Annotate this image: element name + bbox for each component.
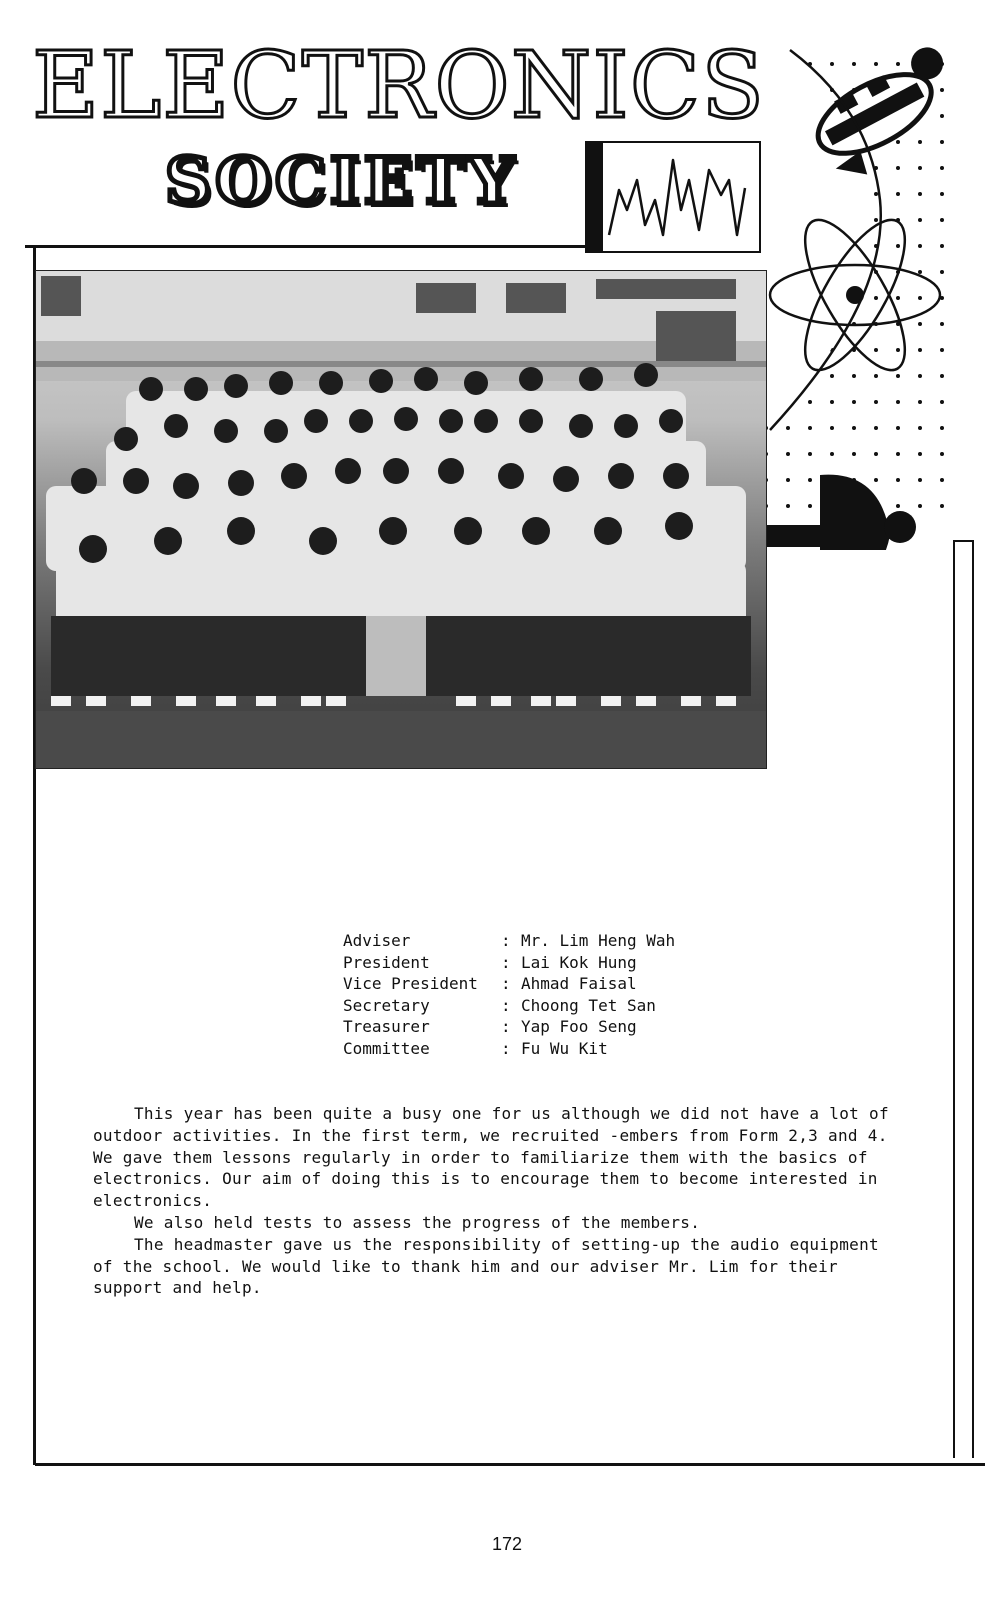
officer-name: Mr. Lim Heng Wah — [521, 931, 676, 950]
page-number: 172 — [491, 1534, 523, 1554]
frame-bottom-line — [35, 1463, 985, 1466]
oscilloscope-icon — [585, 140, 765, 255]
officer-role: Adviser — [343, 931, 411, 950]
atom-decoration-icon — [760, 30, 1000, 550]
frame-right-cap — [953, 540, 974, 542]
officer-separator: : — [501, 952, 511, 972]
officer-name: Choong Tet San — [521, 995, 656, 1015]
paragraph: The headmaster gave us the responsibility of setting-up the audio equipment of the school. We would like to thank him and our adviser Mr. Lim for their support and help. — [93, 1234, 879, 1298]
frame-right-line — [953, 540, 955, 1458]
officer-role: President — [343, 952, 430, 972]
paragraph: This year has been quite a busy one for us although we did not have a lot of outdoor activities. In the first term, we recruited -embers from Form 2,3 and 4. We gave them lessons regularly in order to familiarize them with the basics of electronics. Our aim of doing this is to encourage them to become interested in electronics. — [93, 1104, 889, 1211]
officer-name: Lai Kok Hung — [521, 952, 637, 972]
officer-separator: : — [501, 1017, 511, 1036]
officer-row-secretary — [343, 995, 675, 1017]
page-title: ELECTRONICS — [32, 32, 766, 139]
officer-row-committee — [343, 1038, 675, 1060]
officer-separator: : — [501, 974, 511, 993]
officer-separator: : — [501, 931, 511, 950]
officer-role: Committee — [343, 1038, 430, 1058]
officer-separator: : — [501, 995, 511, 1015]
report-body — [93, 1103, 908, 1299]
officer-separator: : — [501, 1038, 511, 1058]
officers-list — [343, 930, 675, 1059]
page-subtitle: SOCIETY — [165, 144, 518, 219]
frame-right-line-outer — [972, 540, 974, 1458]
officer-name: Fu Wu Kit — [521, 1038, 608, 1058]
officer-role: Secretary — [343, 995, 430, 1015]
officer-role: Treasurer — [343, 1017, 430, 1036]
officer-row-president — [343, 952, 675, 974]
frame-top-line — [25, 245, 600, 248]
officer-name: Ahmad Faisal — [521, 974, 637, 993]
officer-role: Vice President — [343, 974, 478, 993]
paragraph: We also held tests to assess the progress of the members. — [134, 1212, 701, 1232]
officer-name: Yap Foo Seng — [521, 1017, 637, 1036]
officer-row-adviser — [343, 930, 675, 952]
officer-row-treasurer — [343, 1016, 675, 1038]
group-photo — [35, 270, 767, 769]
officer-row-vice-president — [343, 973, 675, 995]
